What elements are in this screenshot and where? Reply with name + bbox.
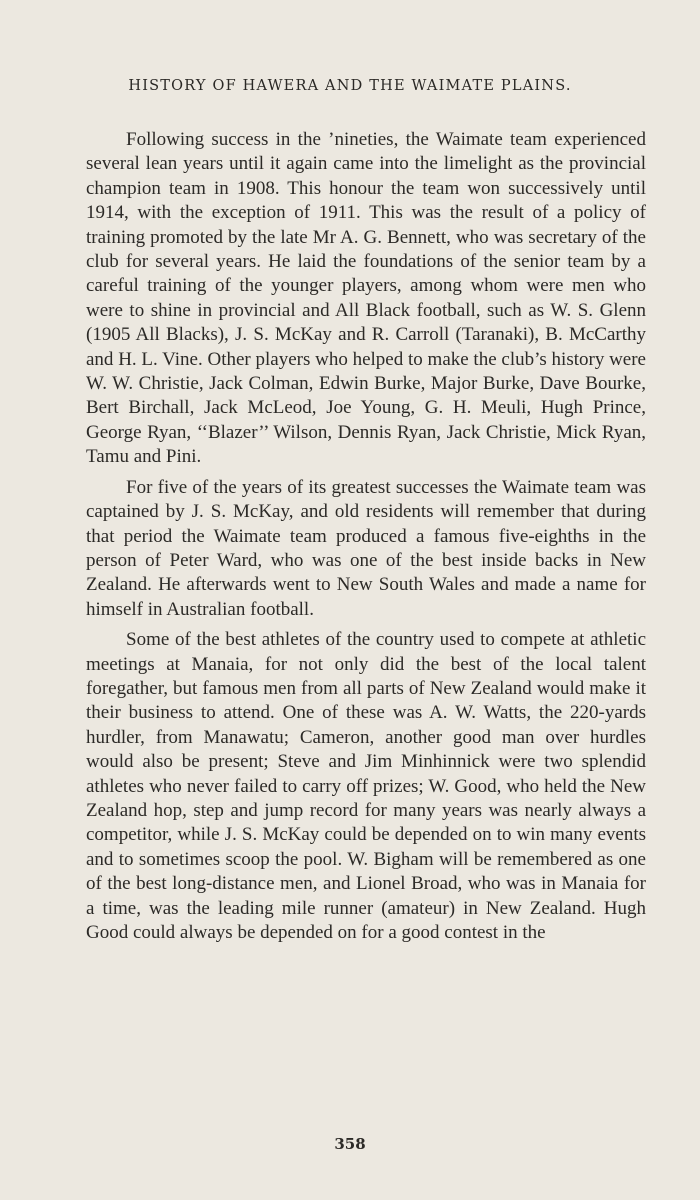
body-text: [86, 128, 646, 951]
page-number: 358: [334, 1135, 366, 1153]
paragraph-waimate-football: Following success in the ’nineties, the Waimate team experienced several lean years until it again came into the limelight as the provincial champion team in 1908. This honour the team won successively until 1914, with the exception of 1911. This was the result of a policy of training promoted by the late Mr A. G. Bennett, who was secretary of the club for several years. He laid the foundations of the senior team by a careful training of the younger players, among whom were men who were to shine in provincial and All Black football, such as W. S. Glenn (1905 All Blacks), J. S. McKay and R. Carroll (Taranaki), B. McCarthy and H. L. Vine. Other players who helped to make the club’s history were W. W. Christie, Jack Colman, Edwin Burke, Major Burke, Dave Bourke, Bert Birchall, Jack McLeod, Joe Young, G. H. Meuli, Hugh Prince, George Ryan, ‘‘Blazer’’ Wilson, Dennis Ryan, Jack Christie, Mick Ryan, Tamu and Pini.: [86, 129, 646, 468]
running-head: HISTORY OF HAWERA AND THE WAIMATE PLAINS.: [128, 78, 572, 94]
paragraph-manaia-athletics: Some of the best athletes of the country used to compete at athletic meetings at Manaia, for not only did the best of the local talent foregather, but famous men from all parts of New Zealand would make it their business to attend. One of these was A. W. Watts, the 220-yards hurdler, from Manawatu; Cameron, another good man over hurdles would also be present; Steve and Jim Minhinnick were two splendid athletes who never failed to carry off prizes; W. Good, who held the New Zealand hop, step and jump record for many years was nearly always a competitor, while J. S. McKay could be depended on to win many events and to sometimes scoop the pool. W. Bigham will be remembered as one of the best long-distance men, and Lionel Broad, who was in Manaia for a time, was the leading mile runner (amateur) in New Zealand. Hugh Good could always be depended on for a good contest in the: [86, 629, 646, 943]
paragraph-mckay-captaincy: For five of the years of its greatest successes the Waimate team was captained by J. S. McKay, and old residents will remember that during that period the Waimate team produced a famous five-eighths in the person of Peter Ward, who was one of the best inside backs in New Zealand. He afterwards went to New South Wales and made a name for himself in Australian football.: [86, 476, 646, 620]
